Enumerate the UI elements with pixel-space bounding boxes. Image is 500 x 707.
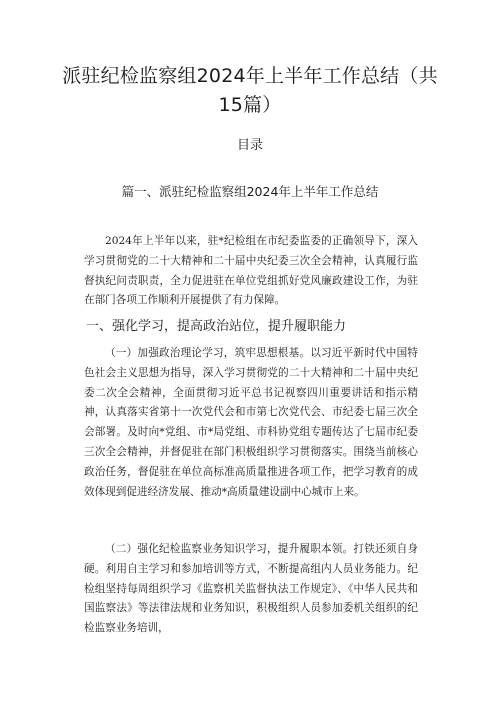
toc-heading: 目录 xyxy=(236,138,263,153)
body-paragraph: （一）加强政治理论学习，筑牢思想根基。以习近平新时代中国特色社会主义思想为指导，深入学习贯彻党的二十大精神和二十届中央纪委二次全会精神，全面贯彻习近平总书记视察四川重要讲话和指示精神，认真落实省第十一次党代会和市第七次党代会、市纪委七届三次全会部署。及时向*党组、市*局党组、市科协党组专题传达了七届市纪委三次全会精神，并督促驻在部门积极组织学习贯彻落实。围绕当前核心政治任务，督促驻在单位高标准高质量推进各项工作，把学习教育的成效体现到促进经济发展、推动*高质量建设副中心城市上来。 xyxy=(84,347,418,498)
intro-paragraph: 2024年上半年以来，驻*纪检组在市纪委监委的正确领导下，深入学习贯彻党的二十大精神和二十届中央纪委三次全会精神，认真履行监督执纪问责职责，全力促进驻在单位党组抓好党风廉政建设工作，为驻在部门各项工作顺利开展提供了有力保障。 xyxy=(84,235,418,307)
toc-entry[interactable]: 篇一、派驻纪检监察组2024年上半年工作总结 xyxy=(121,184,379,199)
document-title: 派驻纪检监察组2024年上半年工作总结（共15篇） xyxy=(62,65,438,116)
body-paragraph: （二）强化纪检监察业务知识学习，提升履职本领。打铁还须自身硬。利用自主学习和参加培训等方式，不断提高组内人员业务能力。纪检组坚持每周组织学习《监察机关监督执法工作规定》、《中华人民共和国监察法》等法律法规和业务知识，积极组织人员参加委机关组织的纪检监察业务培训， xyxy=(84,543,418,635)
section-heading: 一、强化学习，提高政治站位，提升履职能力 xyxy=(86,319,347,334)
